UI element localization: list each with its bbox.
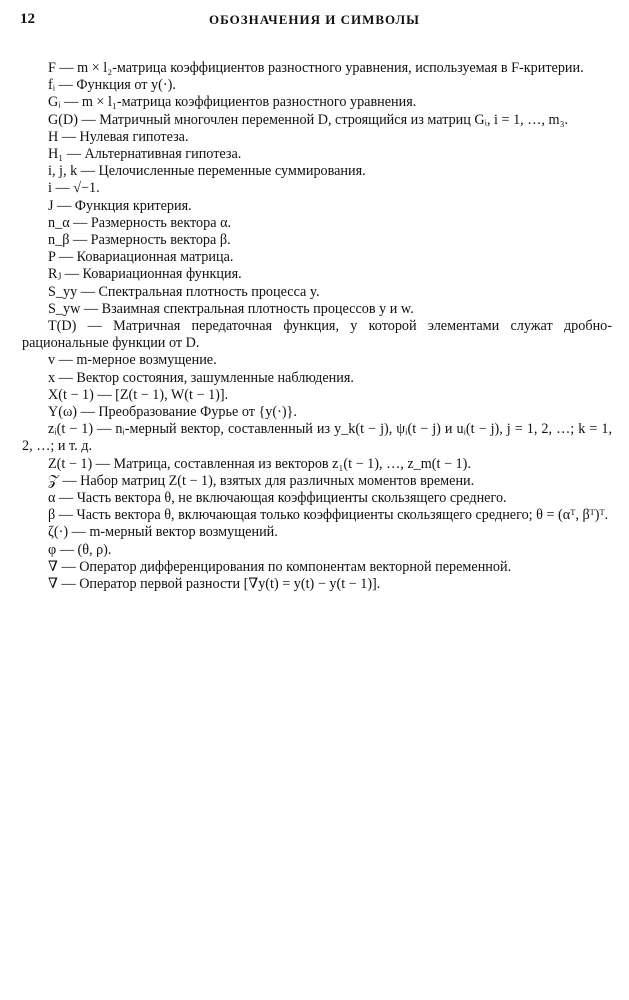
notation-entry: G(D) — Матричный многочлен переменной D, строящийся из матриц Gᵢ, i = 1, …, m₃. [48, 111, 569, 128]
notation-entry: J — Функция критерия. [48, 197, 192, 214]
running-head: ОБОЗНАЧЕНИЯ И СИМВОЛЫ [209, 12, 420, 27]
notation-entry: α — Часть вектора θ, не включающая коэффициенты скользящего среднего. [48, 490, 507, 507]
page-number: 12 [20, 11, 35, 27]
notation-entry: ζ(·) — m-мерный вектор возмущений. [48, 524, 278, 541]
notation-entry: T(D) — Матричная передаточная функция, у которой элементами служат дробно-рациональные функции от D. [22, 318, 612, 352]
notation-entry: X(t − 1) — [Z(t − 1), W(t − 1)]. [48, 386, 229, 403]
notation-list [22, 60, 612, 593]
notation-entry: β — Часть вектора θ, включающая только коэффициенты скользящего среднего; θ = (αᵀ, βᵀ)ᵀ. [48, 507, 609, 524]
notation-entry: 𝒵 — Набор матриц Z(t − 1), взятых для различных моментов времени. [48, 472, 475, 489]
notation-entry: Rⱼ — Ковариационная функция. [48, 266, 242, 283]
notation-entry: Gᵢ — m × l₁-матрица коэффициентов разностного уравнения. [48, 94, 417, 111]
notation-entry: v — m-мерное возмущение. [48, 352, 217, 369]
notation-entry: ∇ — Оператор первой разности [∇y(t) = y(t) − y(t − 1)]. [48, 576, 381, 593]
notation-entry: Y(ω) — Преобразование Фурье от {y(·)}. [48, 404, 297, 421]
notation-entry: i, j, k — Целочисленные переменные суммирования. [48, 163, 366, 180]
notation-entry: zᵢ(t − 1) — nᵢ-мерный вектор, составленный из y_k(t − j), ψᵢ(t − j) и uᵢ(t − j), j = 1, 2, …; k = 1, 2, …; и т. д. [22, 421, 612, 455]
notation-entry: F — m × l₂-матрица коэффициентов разностного уравнения, используемая в F-критерии. [48, 60, 584, 76]
notation-entry: S_yy — Спектральная плотность процесса y. [48, 283, 320, 300]
notation-entry: fᵢ — Функция от y(·). [48, 77, 176, 94]
notation-entry: P — Ковариационная матрица. [48, 249, 234, 266]
notation-entry: H₁ — Альтернативная гипотеза. [48, 146, 242, 163]
notation-entry: n_α — Размерность вектора α. [48, 214, 232, 231]
notation-entry: Z(t − 1) — Матрица, составленная из векторов z₁(t − 1), …, z_m(t − 1). [48, 455, 471, 472]
notation-entry: φ — (θ, ρ). [48, 541, 112, 558]
notation-entry: i — √−1. [48, 180, 100, 197]
notation-entry: S_yw — Взаимная спектральная плотность процессов y и w. [48, 300, 414, 317]
notation-entry: H — Нулевая гипотеза. [48, 128, 189, 145]
notation-entry: n_β — Размерность вектора β. [48, 232, 231, 249]
notation-entry: x — Вектор состояния, зашумленные наблюдения. [48, 369, 354, 386]
notation-entry: ∇ — Оператор дифференцирования по компонентам векторной переменной. [48, 558, 512, 575]
